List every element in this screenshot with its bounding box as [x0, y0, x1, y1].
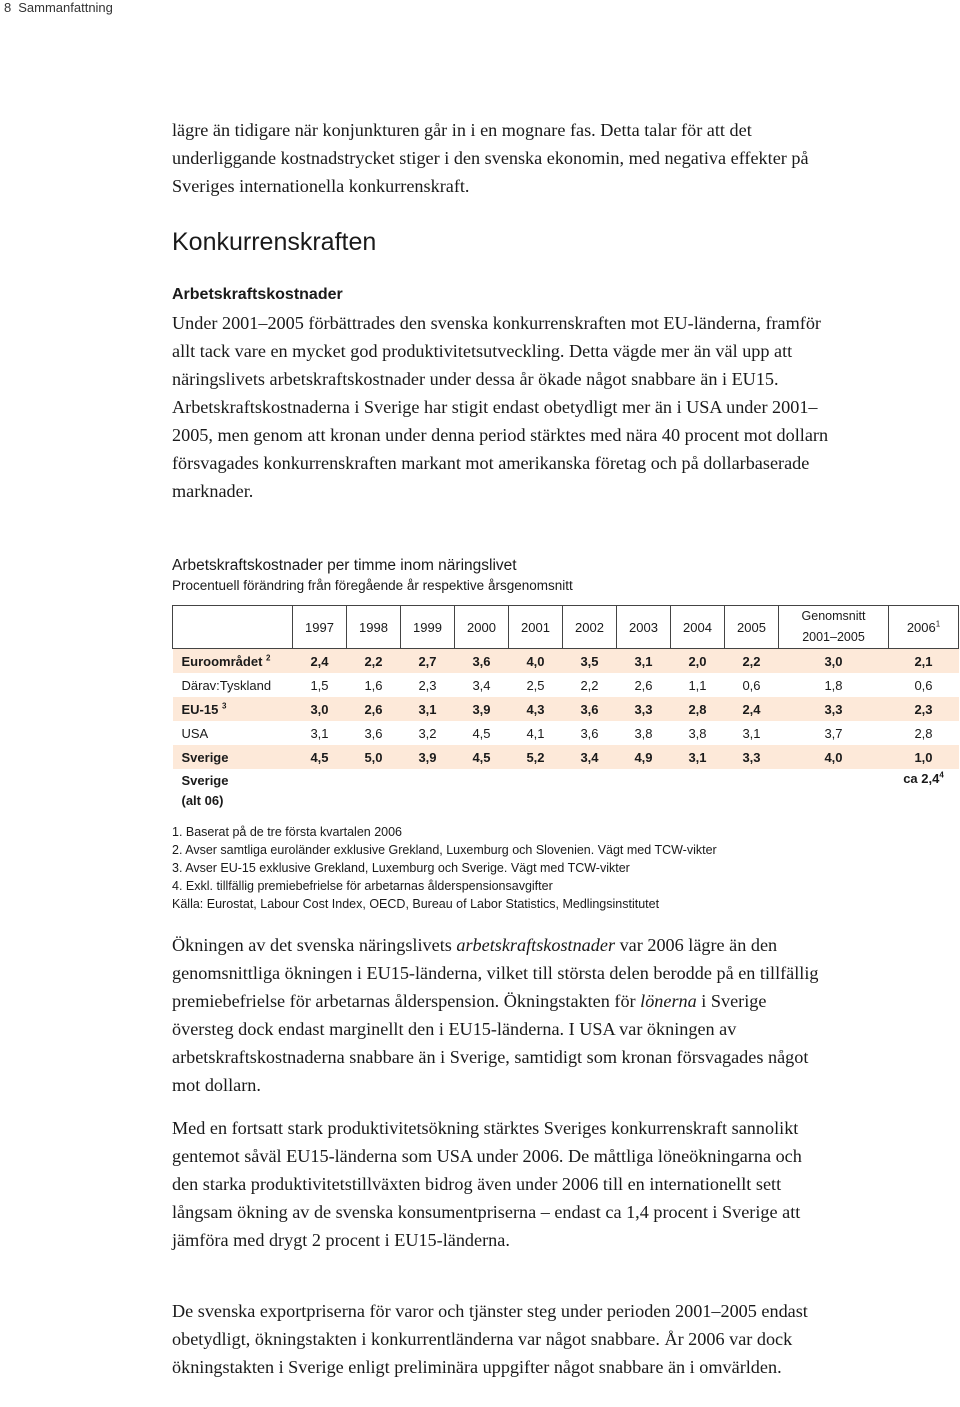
value-cell: 3,6: [455, 649, 509, 674]
paragraph-export-prices: De svenska exportpriserna för varor och tjänster steg under perioden 2001–2005 endast obetydligt, ökningstakten i konkurrentländerna var något snabbare. År 2006 var dock ökningstakten i Sverige enligt preliminära uppgifter något snabbare än i omvärlden.: [172, 1301, 808, 1377]
table-note: 4. Exkl. tillfällig premiebefrielse för arbetarnas ålderspensionsavgifter: [172, 879, 553, 893]
header-year: 1999: [401, 606, 455, 649]
average-cell: 1,8: [824, 677, 843, 693]
value-2006-cell: 2,8: [914, 725, 933, 741]
value-cell: 2,2: [725, 649, 779, 674]
table-note: 3. Avser EU-15 exklusive Grekland, Luxemburg och Sverige. Vägt med TCW-vikter: [172, 861, 630, 875]
value-cell: 3,6: [563, 697, 617, 721]
value-cell: 5,2: [509, 745, 563, 769]
value-cell: 4,0: [509, 649, 563, 674]
paragraph-productivity: Med en fortsatt stark produktivitetsökning stärktes Sveriges konkurrenskraft sannolikt gentemot såväl EU15-länderna som USA under 2006. De måttliga löneökningarna och den starka produktivitetstillväxten bidrog även under 2006 till en internationellt sett långsam ökning av de svenska konsumentpriserna – endast ca 1,4 procent i Sverige att jämföra med drygt 2 procent i EU15-länderna.: [172, 1118, 802, 1250]
value-cell: 2,5: [526, 677, 545, 693]
value-cell: 2,6: [634, 677, 653, 693]
header-year: 1997: [293, 606, 347, 649]
row-label: [173, 649, 293, 674]
header-2006-sup: 1: [935, 619, 941, 629]
value-cell: 3,1: [617, 649, 671, 674]
table-subtitle: Procentuell förändring från föregående år respektive årsgenomsnitt: [172, 578, 573, 593]
table-note: 1. Baserat på de tre första kvartalen 2006: [172, 825, 402, 839]
header-year: 2005: [725, 606, 779, 649]
header-average: [779, 606, 889, 649]
empty-cell: [779, 769, 889, 813]
running-head: Sammanfattning: [18, 0, 113, 15]
empty-cell: [563, 769, 617, 813]
value-cell: 3,1: [310, 725, 329, 741]
value-cell: 1,6: [364, 677, 383, 693]
value-cell: 3,8: [688, 725, 707, 741]
section-title: Konkurrenskraften: [172, 228, 377, 256]
value-cell: 1,1: [688, 677, 707, 693]
table-title: Arbetskraftskostnader per timme inom näringslivet: [172, 557, 517, 574]
row-label-text: Euroområdet: [181, 653, 263, 669]
value-cell: 5,0: [347, 745, 401, 769]
row-label-sup: 3: [221, 701, 227, 711]
value-cell: 4,1: [526, 725, 545, 741]
empty-cell: [671, 769, 725, 813]
para-part: var 2006 lägre än den genomsnittliga ökningen i EU15-länderna, vilket till största delen berodde på en tillfällig premiebefrielse för arbetarnas ålderspension. Ökningstakten för: [172, 935, 819, 1011]
average-cell: 3,0: [779, 649, 889, 674]
value-cell: 4,5: [455, 745, 509, 769]
header-year: 2003: [617, 606, 671, 649]
table-row-alt: [173, 769, 959, 813]
average-cell: 4,0: [779, 745, 889, 769]
header-label-cell: [173, 606, 293, 649]
value-cell: 3,1: [401, 697, 455, 721]
header-year: 1998: [347, 606, 401, 649]
value-cell: 2,8: [671, 697, 725, 721]
row-label: [173, 745, 293, 769]
row-label-line2: (alt 06): [181, 793, 224, 808]
value-2006-cell: 2,1: [889, 649, 959, 674]
value-cell: 3,0: [293, 697, 347, 721]
table-row: [173, 745, 959, 769]
labour-cost-table: [172, 605, 959, 813]
value-cell: 3,4: [563, 745, 617, 769]
table-row: [173, 721, 959, 745]
value-cell: 0,6: [742, 677, 761, 693]
row-label-text: EU-15: [181, 701, 219, 717]
subsection-paragraph: Under 2001–2005 förbättrades den svenska konkurrenskraften mot EU-länderna, framför allt tack vare en mycket god produktivitetsutveckling. Detta vägde mer än väl upp att näringslivets arbetskraftskostnader under dessa år ökade något snabbare än i EU15. Arbetskraftskostnaderna i Sverige har stigit endast obetydligt mer än i USA under 2001–2005, men genom att kronan under denna period stärktes med nära 40 procent mot dollarn försvagades konkurrenskraften markant mot amerikanska företag och på dollarbaserade marknader.: [172, 313, 829, 501]
page-header: [4, 0, 113, 15]
row-label-text: Sverige: [181, 749, 229, 765]
value-cell: 4,3: [509, 697, 563, 721]
row-label-line1: Sverige: [181, 773, 229, 788]
header-average-line1: Genomsnitt: [801, 609, 866, 623]
value-2006-cell: 2,3: [889, 697, 959, 721]
row-label-sup: 2: [266, 653, 271, 663]
table-row: [173, 673, 959, 697]
row-label: [173, 673, 293, 697]
value-cell: 3,6: [364, 725, 383, 741]
header-year: 2000: [455, 606, 509, 649]
value-cell: 3,6: [580, 725, 599, 741]
table-source: Källa: Eurostat, Labour Cost Index, OECD, Bureau of Labor Statistics, Medlingsinstitutet: [172, 897, 660, 911]
row-label-text: USA: [181, 725, 209, 741]
value-cell: 4,9: [617, 745, 671, 769]
header-average-line2: 2001–2005: [802, 630, 865, 644]
table-header-row: [173, 606, 959, 649]
paragraph-labour-costs: [172, 931, 832, 1099]
value-cell: 3,3: [725, 745, 779, 769]
empty-cell: [293, 769, 347, 813]
row-label: [173, 769, 293, 813]
value-cell: 3,1: [742, 725, 761, 741]
table-note: 2. Avser samtliga euroländer exklusive Grekland, Luxemburg och Slovenien. Vägt med TCW-vikter: [172, 843, 717, 857]
page-number: 8: [4, 0, 12, 15]
para-part: Ökningen av det svenska näringslivets: [172, 935, 457, 955]
value-cell: 2,2: [347, 649, 401, 674]
value-cell: 2,7: [401, 649, 455, 674]
para-part: i Sverige översteg dock endast marginellt den i EU15-länderna. I USA var ökningen av arbetskraftskostnaderna snabbare än i Sverige, samtidigt som kronan försvagades något mot dollarn.: [172, 991, 809, 1095]
value-cell: 3,9: [401, 745, 455, 769]
value-cell: 3,4: [472, 677, 491, 693]
value-2006-cell: [889, 769, 959, 813]
value-cell: 4,5: [472, 725, 491, 741]
header-2006-text: 2006: [906, 619, 936, 635]
value-2006-cell: 0,6: [914, 677, 933, 693]
table-row: [173, 697, 959, 721]
value-cell: 3,3: [617, 697, 671, 721]
value-cell: 3,1: [671, 745, 725, 769]
value-cell: 1,5: [310, 677, 329, 693]
intro-paragraph: lägre än tidigare när konjunkturen går in i en mognare fas. Detta talar för att det underliggande kostnadstrycket stiger i den svenska ekonomin, med negativa effekter på Sveriges internationella konkurrenskraft.: [172, 120, 809, 196]
value-cell: 4,5: [293, 745, 347, 769]
value-cell: 3,8: [634, 725, 653, 741]
value-cell: 3,9: [455, 697, 509, 721]
header-2006: [889, 606, 959, 649]
value-cell: 3,2: [418, 725, 437, 741]
row-label-text: Därav:Tyskland: [181, 677, 272, 693]
table-row: [173, 649, 959, 674]
empty-cell: [725, 769, 779, 813]
value-cell: 3,5: [563, 649, 617, 674]
empty-cell: [455, 769, 509, 813]
value-cell: 2,0: [671, 649, 725, 674]
row-label: [173, 721, 293, 745]
header-year: 2001: [509, 606, 563, 649]
subsection-title: Arbetskraftskostnader: [172, 286, 343, 303]
empty-cell: [509, 769, 563, 813]
value-2006-cell: 1,0: [889, 745, 959, 769]
average-cell: 3,7: [824, 725, 843, 741]
row-label: [173, 697, 293, 721]
value-cell: 2,3: [418, 677, 437, 693]
average-cell: 3,3: [779, 697, 889, 721]
para-italic: arbetskraftskostnader: [456, 935, 616, 955]
empty-cell: [617, 769, 671, 813]
value-2006-sup: 4: [939, 770, 944, 780]
value-2006-text: ca 2,4: [903, 771, 940, 786]
value-cell: 2,4: [293, 649, 347, 674]
empty-cell: [347, 769, 401, 813]
para-italic: lönerna: [640, 991, 697, 1011]
value-cell: 2,4: [725, 697, 779, 721]
empty-cell: [401, 769, 455, 813]
value-cell: 2,6: [347, 697, 401, 721]
header-year: 2002: [563, 606, 617, 649]
table-notes: [172, 823, 717, 913]
header-year: 2004: [671, 606, 725, 649]
value-cell: 2,2: [580, 677, 599, 693]
